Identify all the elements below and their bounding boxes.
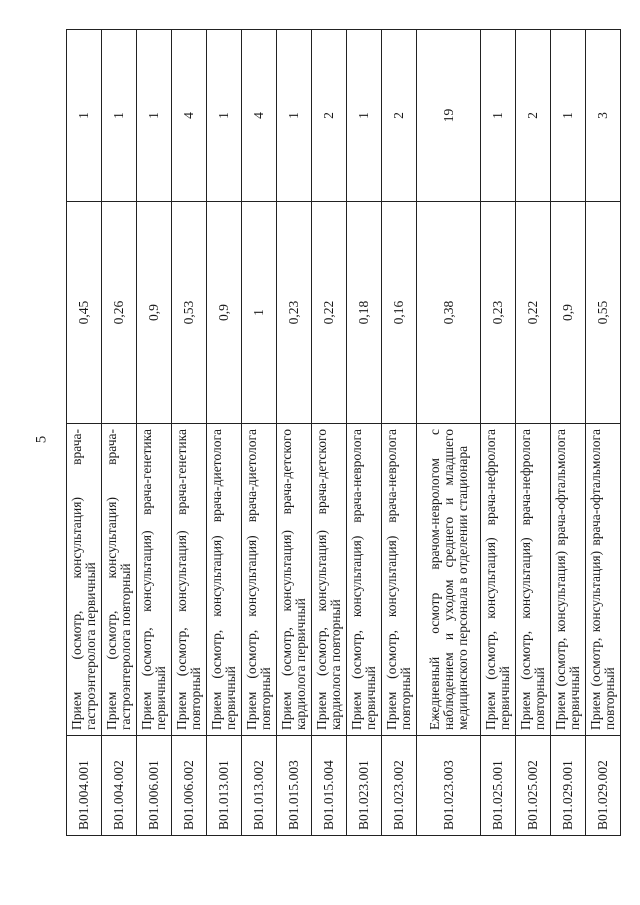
cell-count: 2 xyxy=(382,30,417,202)
table-row xyxy=(137,30,172,836)
cell-coefficient: 0,9 xyxy=(551,202,586,424)
cell-count: 1 xyxy=(207,30,242,202)
cell-count: 1 xyxy=(137,30,172,202)
table-row xyxy=(312,30,347,836)
cell-count: 1 xyxy=(67,30,102,202)
cell-coefficient: 0,18 xyxy=(347,202,382,424)
cell-service-code: B01.004.002 xyxy=(102,736,137,836)
cell-service-code: B01.006.001 xyxy=(137,736,172,836)
cell-service-name: Прием (осмотр, консультация) врача-невролога первичный xyxy=(347,424,382,736)
cell-coefficient: 0,23 xyxy=(277,202,312,424)
cell-service-code: B01.023.001 xyxy=(347,736,382,836)
cell-coefficient: 0,53 xyxy=(172,202,207,424)
table-row xyxy=(242,30,277,836)
page-number: 5 xyxy=(33,435,50,444)
cell-service-code: B01.004.001 xyxy=(67,736,102,836)
cell-count: 19 xyxy=(417,30,481,202)
table-row xyxy=(277,30,312,836)
cell-count: 4 xyxy=(242,30,277,202)
cell-service-name: Прием (осмотр, консультация) врача-нефролога повторный xyxy=(516,424,551,736)
table-row xyxy=(347,30,382,836)
services-table xyxy=(66,29,621,836)
cell-service-code: B01.025.002 xyxy=(516,736,551,836)
cell-count: 3 xyxy=(586,30,621,202)
cell-service-name: Прием (осмотр, консультация) врача-нефролога первичный xyxy=(481,424,516,736)
cell-service-code: B01.023.002 xyxy=(382,736,417,836)
cell-coefficient: 0,16 xyxy=(382,202,417,424)
cell-coefficient: 0,45 xyxy=(67,202,102,424)
cell-service-code: B01.029.001 xyxy=(551,736,586,836)
document-page xyxy=(66,30,617,836)
table-row xyxy=(586,30,621,836)
cell-service-name: Прием (осмотр, консультация) врача-детского кардиолога повторный xyxy=(312,424,347,736)
cell-service-name: Прием (осмотр, консультация) врача-офтальмолога повторный xyxy=(586,424,621,736)
cell-service-code: B01.023.003 xyxy=(417,736,481,836)
table-body xyxy=(67,30,621,836)
cell-service-name: Прием (осмотр, консультация) врача-гастроэнтеролога первичный xyxy=(67,424,102,736)
cell-count: 1 xyxy=(481,30,516,202)
table-row xyxy=(417,30,481,836)
cell-service-code: B01.025.001 xyxy=(481,736,516,836)
cell-coefficient: 1 xyxy=(242,202,277,424)
cell-service-code: B01.015.003 xyxy=(277,736,312,836)
cell-count: 1 xyxy=(551,30,586,202)
table-row xyxy=(382,30,417,836)
cell-service-name: Прием (осмотр, консультация) врача-генетика повторный xyxy=(172,424,207,736)
cell-coefficient: 0,23 xyxy=(481,202,516,424)
cell-service-code: B01.029.002 xyxy=(586,736,621,836)
cell-service-name: Прием (осмотр, консультация) врача-генетика первичный xyxy=(137,424,172,736)
cell-service-code: B01.013.001 xyxy=(207,736,242,836)
table-row xyxy=(172,30,207,836)
cell-service-name: Прием (осмотр, консультация) врача-диетолога повторный xyxy=(242,424,277,736)
cell-count: 1 xyxy=(347,30,382,202)
table-row xyxy=(516,30,551,836)
cell-coefficient: 0,9 xyxy=(137,202,172,424)
table-row xyxy=(551,30,586,836)
cell-service-name: Ежедневный осмотр врачом-неврологом с наблюдением и уходом среднего и младшего медицинского персонала в отделении стационара xyxy=(417,424,481,736)
cell-service-name: Прием (осмотр, консультация) врача-гастроэнтеролога повторный xyxy=(102,424,137,736)
cell-service-name: Прием (осмотр, консультация) врача-невролога повторный xyxy=(382,424,417,736)
cell-service-code: B01.013.002 xyxy=(242,736,277,836)
cell-coefficient: 0,22 xyxy=(312,202,347,424)
cell-count: 1 xyxy=(277,30,312,202)
cell-service-name: Прием (осмотр, консультация) врача-диетолога первичный xyxy=(207,424,242,736)
table-row xyxy=(67,30,102,836)
cell-count: 1 xyxy=(102,30,137,202)
cell-coefficient: 0,55 xyxy=(586,202,621,424)
cell-count: 2 xyxy=(516,30,551,202)
cell-coefficient: 0,9 xyxy=(207,202,242,424)
table-row xyxy=(207,30,242,836)
cell-coefficient: 0,22 xyxy=(516,202,551,424)
cell-count: 4 xyxy=(172,30,207,202)
table-row xyxy=(481,30,516,836)
cell-service-code: B01.015.004 xyxy=(312,736,347,836)
cell-count: 2 xyxy=(312,30,347,202)
cell-service-code: B01.006.002 xyxy=(172,736,207,836)
cell-service-name: Прием (осмотр, консультация) врача-детского кардиолога первичный xyxy=(277,424,312,736)
cell-coefficient: 0,38 xyxy=(417,202,481,424)
table-row xyxy=(102,30,137,836)
cell-service-name: Прием (осмотр, консультация) врача-офтальмолога первичный xyxy=(551,424,586,736)
cell-coefficient: 0,26 xyxy=(102,202,137,424)
